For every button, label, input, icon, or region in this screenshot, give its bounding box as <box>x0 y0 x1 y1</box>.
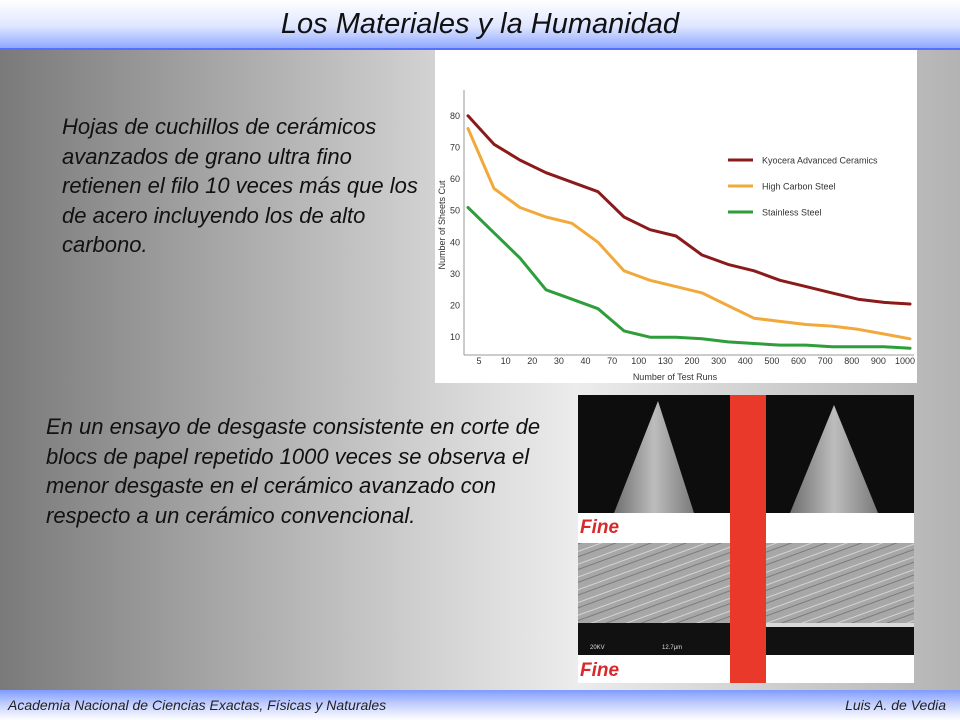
x-tick-label-130: 130 <box>657 356 673 366</box>
x-tick-label-300: 300 <box>711 356 727 366</box>
title-bar <box>0 0 960 50</box>
x-tick-label-700: 700 <box>817 356 833 366</box>
advanced-ceramic-edge <box>578 543 730 623</box>
sem-photo-svg <box>578 395 914 683</box>
red-divider <box>730 395 766 683</box>
y-tick-label-50: 50 <box>449 205 460 216</box>
paragraph-wear-test: En un ensayo de desgaste consistente en corte de blocs de papel repetido 1000 veces se observa el menor desgaste en el cerámico avanzado con respecto a un cerámico convencional. <box>46 414 541 528</box>
legend-label-high-carbon-steel: High Carbon Steel <box>762 181 836 192</box>
y-tick-label-80: 80 <box>449 110 460 121</box>
x-tick-label-20: 20 <box>527 356 538 366</box>
footer-author: Luis A. de Vedia <box>845 697 946 713</box>
x-tick-label-400: 400 <box>737 356 753 366</box>
x-tick-label-1000: 1000 <box>894 356 916 366</box>
x-tick-label-100: 100 <box>631 356 647 366</box>
x-tick-label-40: 40 <box>580 356 591 366</box>
y-tick-label-70: 70 <box>449 142 460 153</box>
fine-logo-bottom: Fine <box>580 660 620 681</box>
x-tick-label-70: 70 <box>607 356 618 366</box>
legend-label-kyocera-advanced-ceramics: Kyocera Advanced Ceramics <box>762 155 878 166</box>
footer-bar <box>0 690 960 720</box>
x-tick-label-30: 30 <box>553 356 564 366</box>
x-tick-label-10: 10 <box>500 356 511 366</box>
chart-svg <box>435 50 917 383</box>
footer-institution: Academia Nacional de Ciencias Exactas, Físicas y Naturales <box>8 697 387 713</box>
x-tick-label-600: 600 <box>790 356 807 366</box>
x-axis-label: Number of Test Runs <box>632 372 718 382</box>
sem-scale-label: 12.7μm <box>662 645 683 651</box>
sem-voltage-label: 20KV <box>590 645 605 651</box>
x-tick-label-200: 200 <box>684 356 700 366</box>
x-tick-label-800: 800 <box>844 356 860 366</box>
x-tick-label-500: 500 <box>764 356 780 366</box>
slide-title: Los Materiales y la Humanidad <box>280 8 680 40</box>
y-tick-label-60: 60 <box>449 174 460 185</box>
y-tick-label-10: 10 <box>449 332 460 343</box>
y-tick-label-30: 30 <box>449 268 460 279</box>
legend-label-stainless-steel: Stainless Steel <box>762 207 822 218</box>
x-tick-label-5: 5 <box>476 356 482 366</box>
conventional-ceramic-edge <box>766 543 914 623</box>
y-axis-label: Number of Sheets Cut <box>437 180 447 270</box>
sheets-cut-chart <box>435 50 917 383</box>
y-tick-label-20: 20 <box>449 300 460 311</box>
x-tick-label-900: 900 <box>870 356 886 366</box>
paragraph-knife-blades: Hojas de cuchillos de cerámicos avanzados de grano ultra fino retienen el filo 10 veces más que los de acero incluyendo los de alto carbono. <box>62 114 418 257</box>
sem-micrograph-comparison <box>578 395 914 683</box>
fine-logo-top: Fine <box>580 517 620 538</box>
y-tick-label-40: 40 <box>449 237 460 248</box>
